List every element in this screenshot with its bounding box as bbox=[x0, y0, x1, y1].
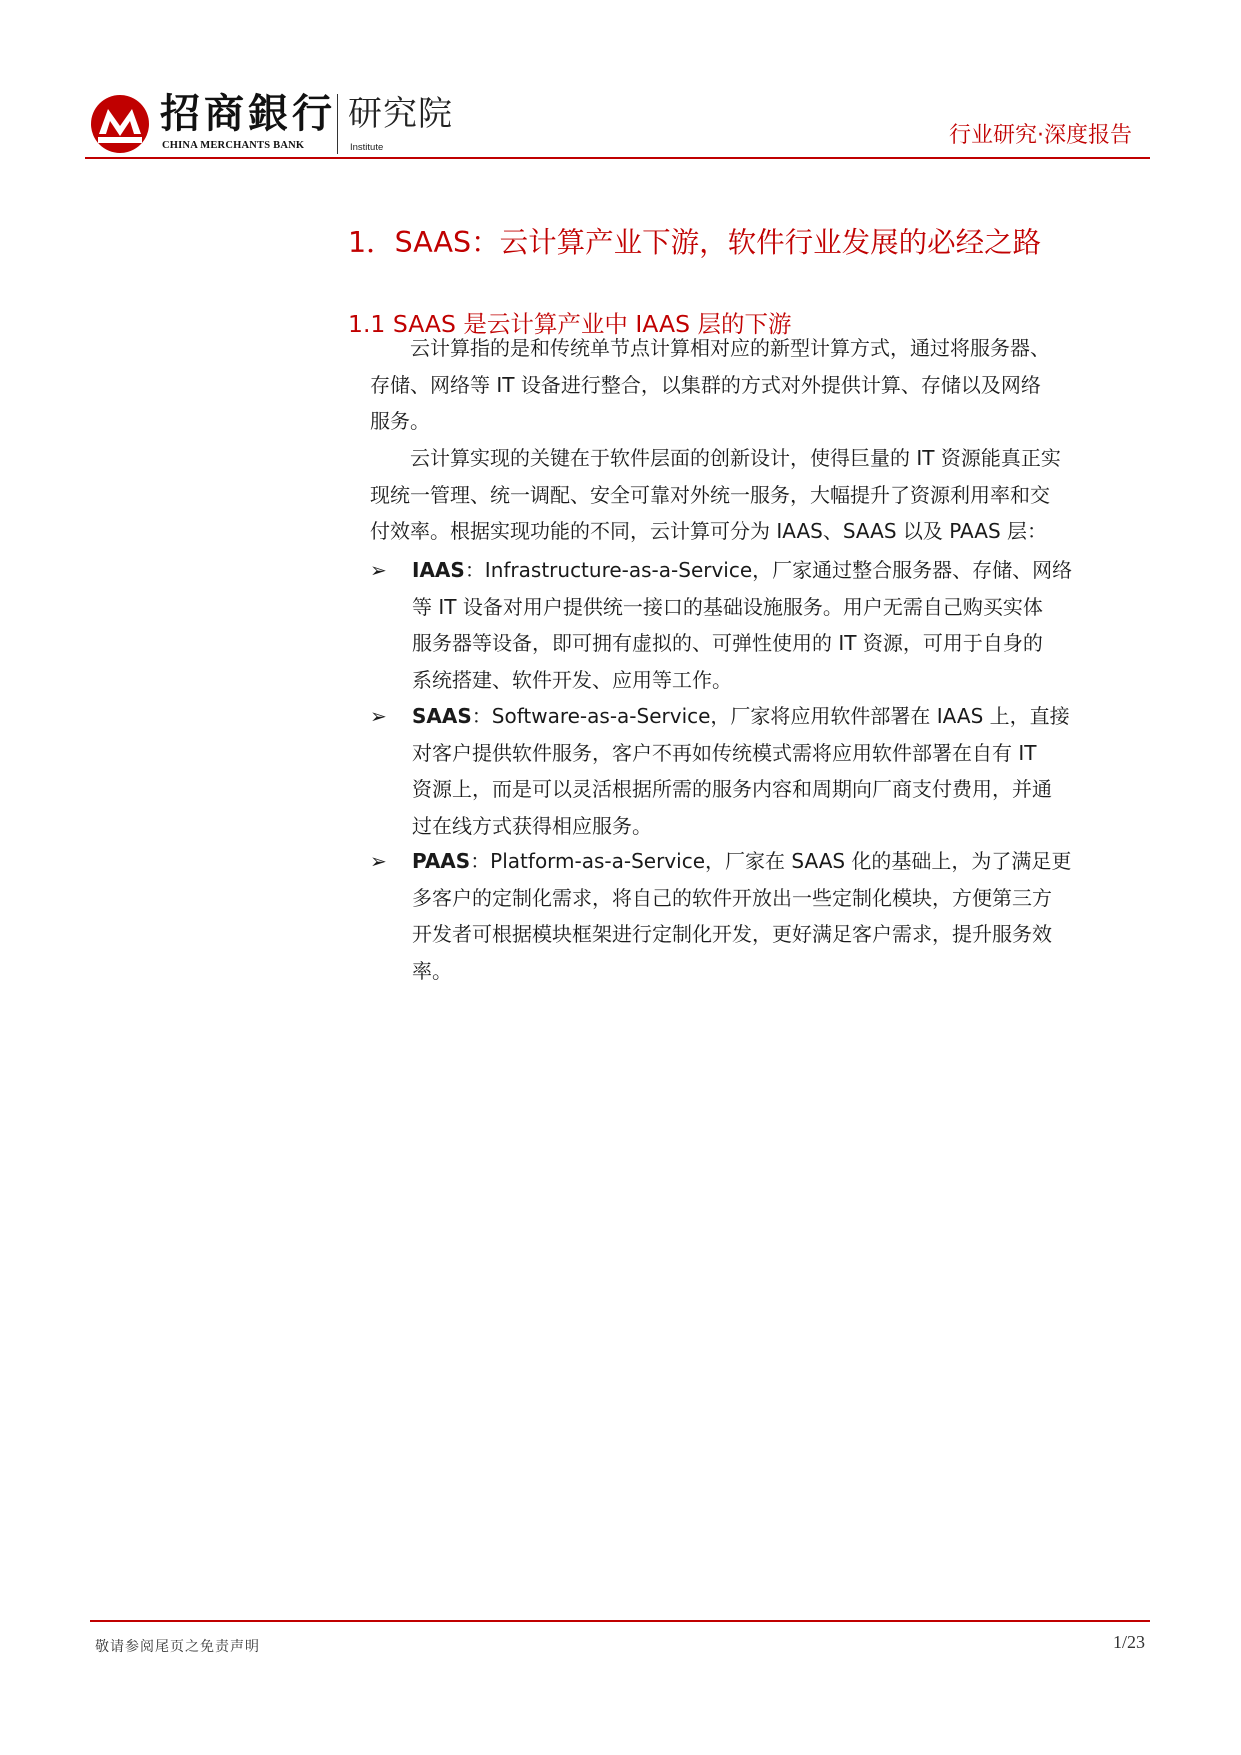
paragraph-line: 服务。 bbox=[370, 409, 430, 433]
bullet-line: ：Software-as-a-Service，厂家将应用软件部署在 IAAS 上，直接 bbox=[471, 704, 1070, 728]
page-header bbox=[90, 90, 1150, 158]
paragraph-line: 云计算指的是和传统单节点计算相对应的新型计算方式，通过将服务器、 bbox=[410, 336, 1050, 360]
bullet-line: 服务器等设备，即可拥有虚拟的、可弹性使用的 IT 资源，可用于自身的 bbox=[412, 631, 1043, 655]
bank-name-en: CHINA MERCHANTS BANK bbox=[162, 140, 305, 151]
subsection-heading: 1.1 SAAS 是云计算产业中 IAAS 层的下游 bbox=[348, 310, 792, 338]
bullet-line: 对客户提供软件服务，客户不再如传统模式需将应用软件部署在自有 IT bbox=[412, 740, 1037, 765]
bullet-arrow-icon: ➢ bbox=[370, 704, 387, 728]
disclaimer-note: 敬请参阅尾页之免责声明 bbox=[95, 1639, 260, 1655]
footer-divider bbox=[90, 1620, 1150, 1622]
bullet-line: ：Infrastructure-as-a-Service，厂家通过整合服务器、存储、网络 bbox=[464, 558, 1073, 582]
paragraph bbox=[370, 330, 1140, 440]
paragraph bbox=[370, 440, 1140, 550]
bullet-term: SAAS bbox=[412, 704, 472, 728]
bullet-line: 率。 bbox=[412, 958, 452, 983]
institute-name-cn: 研究院 bbox=[348, 94, 453, 134]
paragraph-line: 现统一管理、统一调配、安全可靠对外统一服务，大幅提升了资源利用率和交 bbox=[370, 482, 1050, 507]
bullet-arrow-icon: ➢ bbox=[370, 849, 387, 873]
bullet-line: 资源上，而是可以灵活根据所需的服务内容和周期向厂商支付费用，并通 bbox=[412, 777, 1052, 801]
bullet-line: 开发者可根据模块框架进行定制化开发，更好满足客户需求，提升服务效 bbox=[412, 922, 1052, 946]
bullet-term: IAAS bbox=[412, 558, 465, 582]
bank-name-cn: 招商銀行 bbox=[160, 90, 336, 137]
report-type-label: 行业研究·深度报告 bbox=[949, 123, 1132, 148]
institute-name-en: Institute bbox=[350, 142, 384, 153]
logo-divider bbox=[337, 94, 338, 154]
bullet-term: PAAS bbox=[412, 849, 471, 873]
section-heading: 1．SAAS：云计算产业下游，软件行业发展的必经之路 bbox=[348, 226, 1042, 259]
bullet-line: ：Platform-as-a-Service，厂家在 SAAS 化的基础上，为了满足更 bbox=[470, 849, 1072, 873]
paragraph-line: 付效率。根据实现功能的不同，云计算可分为 IAAS、SAAS 以及 PAAS 层： bbox=[370, 519, 1048, 543]
cmb-logo-icon bbox=[90, 94, 150, 154]
bullet-line: 等 IT 设备对用户提供统一接口的基础设施服务。用户无需自己购买实体 bbox=[412, 594, 1043, 619]
bullet-arrow-icon: ➢ bbox=[370, 558, 387, 582]
header-divider bbox=[85, 157, 1150, 159]
bullet-line: 多客户的定制化需求，将自己的软件开放出一些定制化模块，方便第三方 bbox=[412, 885, 1052, 910]
page-number: 1/23 bbox=[1112, 1632, 1145, 1652]
bullet-line: 过在线方式获得相应服务。 bbox=[412, 813, 652, 838]
paragraph-line: 云计算实现的关键在于软件层面的创新设计，使得巨量的 IT 资源能真正实 bbox=[410, 446, 1061, 470]
bullet-line: 系统搭建、软件开发、应用等工作。 bbox=[412, 667, 732, 692]
paragraph-line: 存储、网络等 IT 设备进行整合，以集群的方式对外提供计算、存储以及网络 bbox=[370, 372, 1041, 397]
